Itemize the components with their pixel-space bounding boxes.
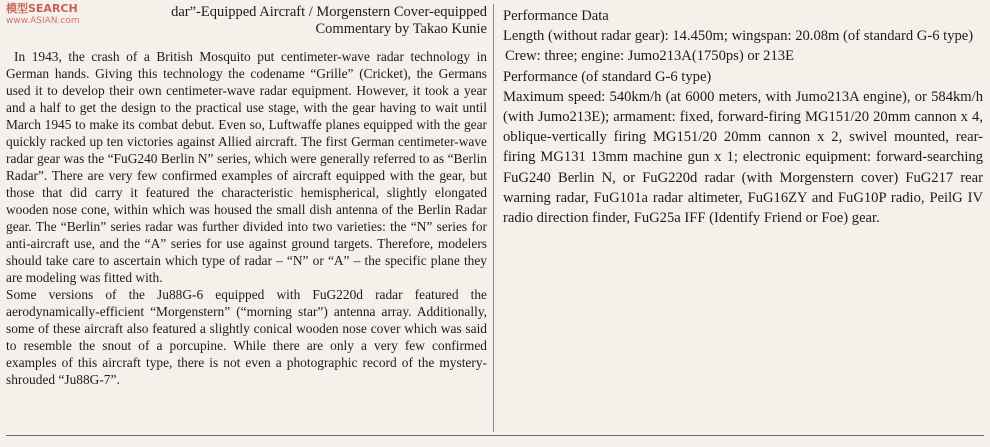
performance-column (503, 6, 983, 228)
watermark-brand: 模型SEARCH (6, 2, 78, 15)
commentary-paragraph-2: Some versions of the Ju88G-6 equipped with FuG220d radar featured the aerodynamically-efficient “Morgenstern” (“morning star”) antenna array. Additionally, some of these aircraft also featured a slightly conical wooden nose cover which was said to resemble the snout of a porcupine. While there are only a very few confirmed examples of this aircraft type, there is not even a photographic record of the mystery-shrouded “Ju88G-7”. (6, 287, 487, 387)
dimensions-text: Length (without radar gear): 14.450m; wingspan: 20.08m (of standard G-6 type) (503, 28, 974, 45)
bottom-rule (6, 435, 984, 436)
watermark-logo (6, 3, 80, 27)
performance-data-heading: Performance Data (503, 8, 609, 24)
commentary-column (6, 4, 487, 434)
performance-subheading: Performance (of standard G-6 type) (503, 68, 712, 85)
article-byline: Commentary by Takao Kunie (315, 21, 487, 37)
article-title: dar”-Equipped Aircraft / Morgenstern Cover-equipped (171, 4, 487, 20)
crew-engine-text: Crew: three; engine: Jumo213A(1750ps) or 213E (505, 48, 794, 65)
commentary-body (6, 48, 487, 388)
performance-body: Maximum speed: 540km/h (at 6000 meters, with Jumo213A engine), or 584km/h (with Jumo213E); armament: fixed, forward-firing MG151/20 20mm cannon x 4, oblique-vertically firing MG151/20 20mm cannon x 2, swivel mounted, rear-firing MG131 13mm machine gun x 1; electronic equipment: forward-searching FuG240 Berlin N, or FuG220d radar (with Morgenstern cover) FuG217 rear warning radar, FuG101a radar altimeter, FuG16ZY and FuG10P radio, PeilG IV radio direction finder, FuG25a IFF (Identify Friend or Foe) gear. (503, 88, 983, 227)
commentary-paragraph-1: In 1943, the crash of a British Mosquito put centimeter-wave radar technology in German hands. Giving this technology the codename “Grille” (Cricket), the Germans used it to develop their own centimeter-wave radar equipment. However, it took a year and a half to get the design to the practical use stage, with the gear having to wait until March 1945 to make its combat debut. Even so, Luftwaffe planes equipped with the gear quickly racked up ten victories against Allied aircraft. The first German centimeter-wave radar gear was the “FuG240 Berlin N” series, which were generally referred to as “Berlin Radar”. There are very few confirmed examples of aircraft equipped with the gear, but those that did carry it featured the characteristic hemispherical, slightly elongated wooden nose cone, within which was housed the small dish antenna of the Berlin Radar gear. The “Berlin” series radar was further divided into two varieties: the “N” series for anti-aircraft use, and the “A” series for use against ground targets. Therefore, modelers should take care to ascertain which type of radar – “N” or “A” – the specific plane they are modeling was fitted with. (6, 49, 487, 285)
watermark-url: www.ASIAN.com (6, 16, 80, 26)
column-divider (493, 4, 494, 432)
